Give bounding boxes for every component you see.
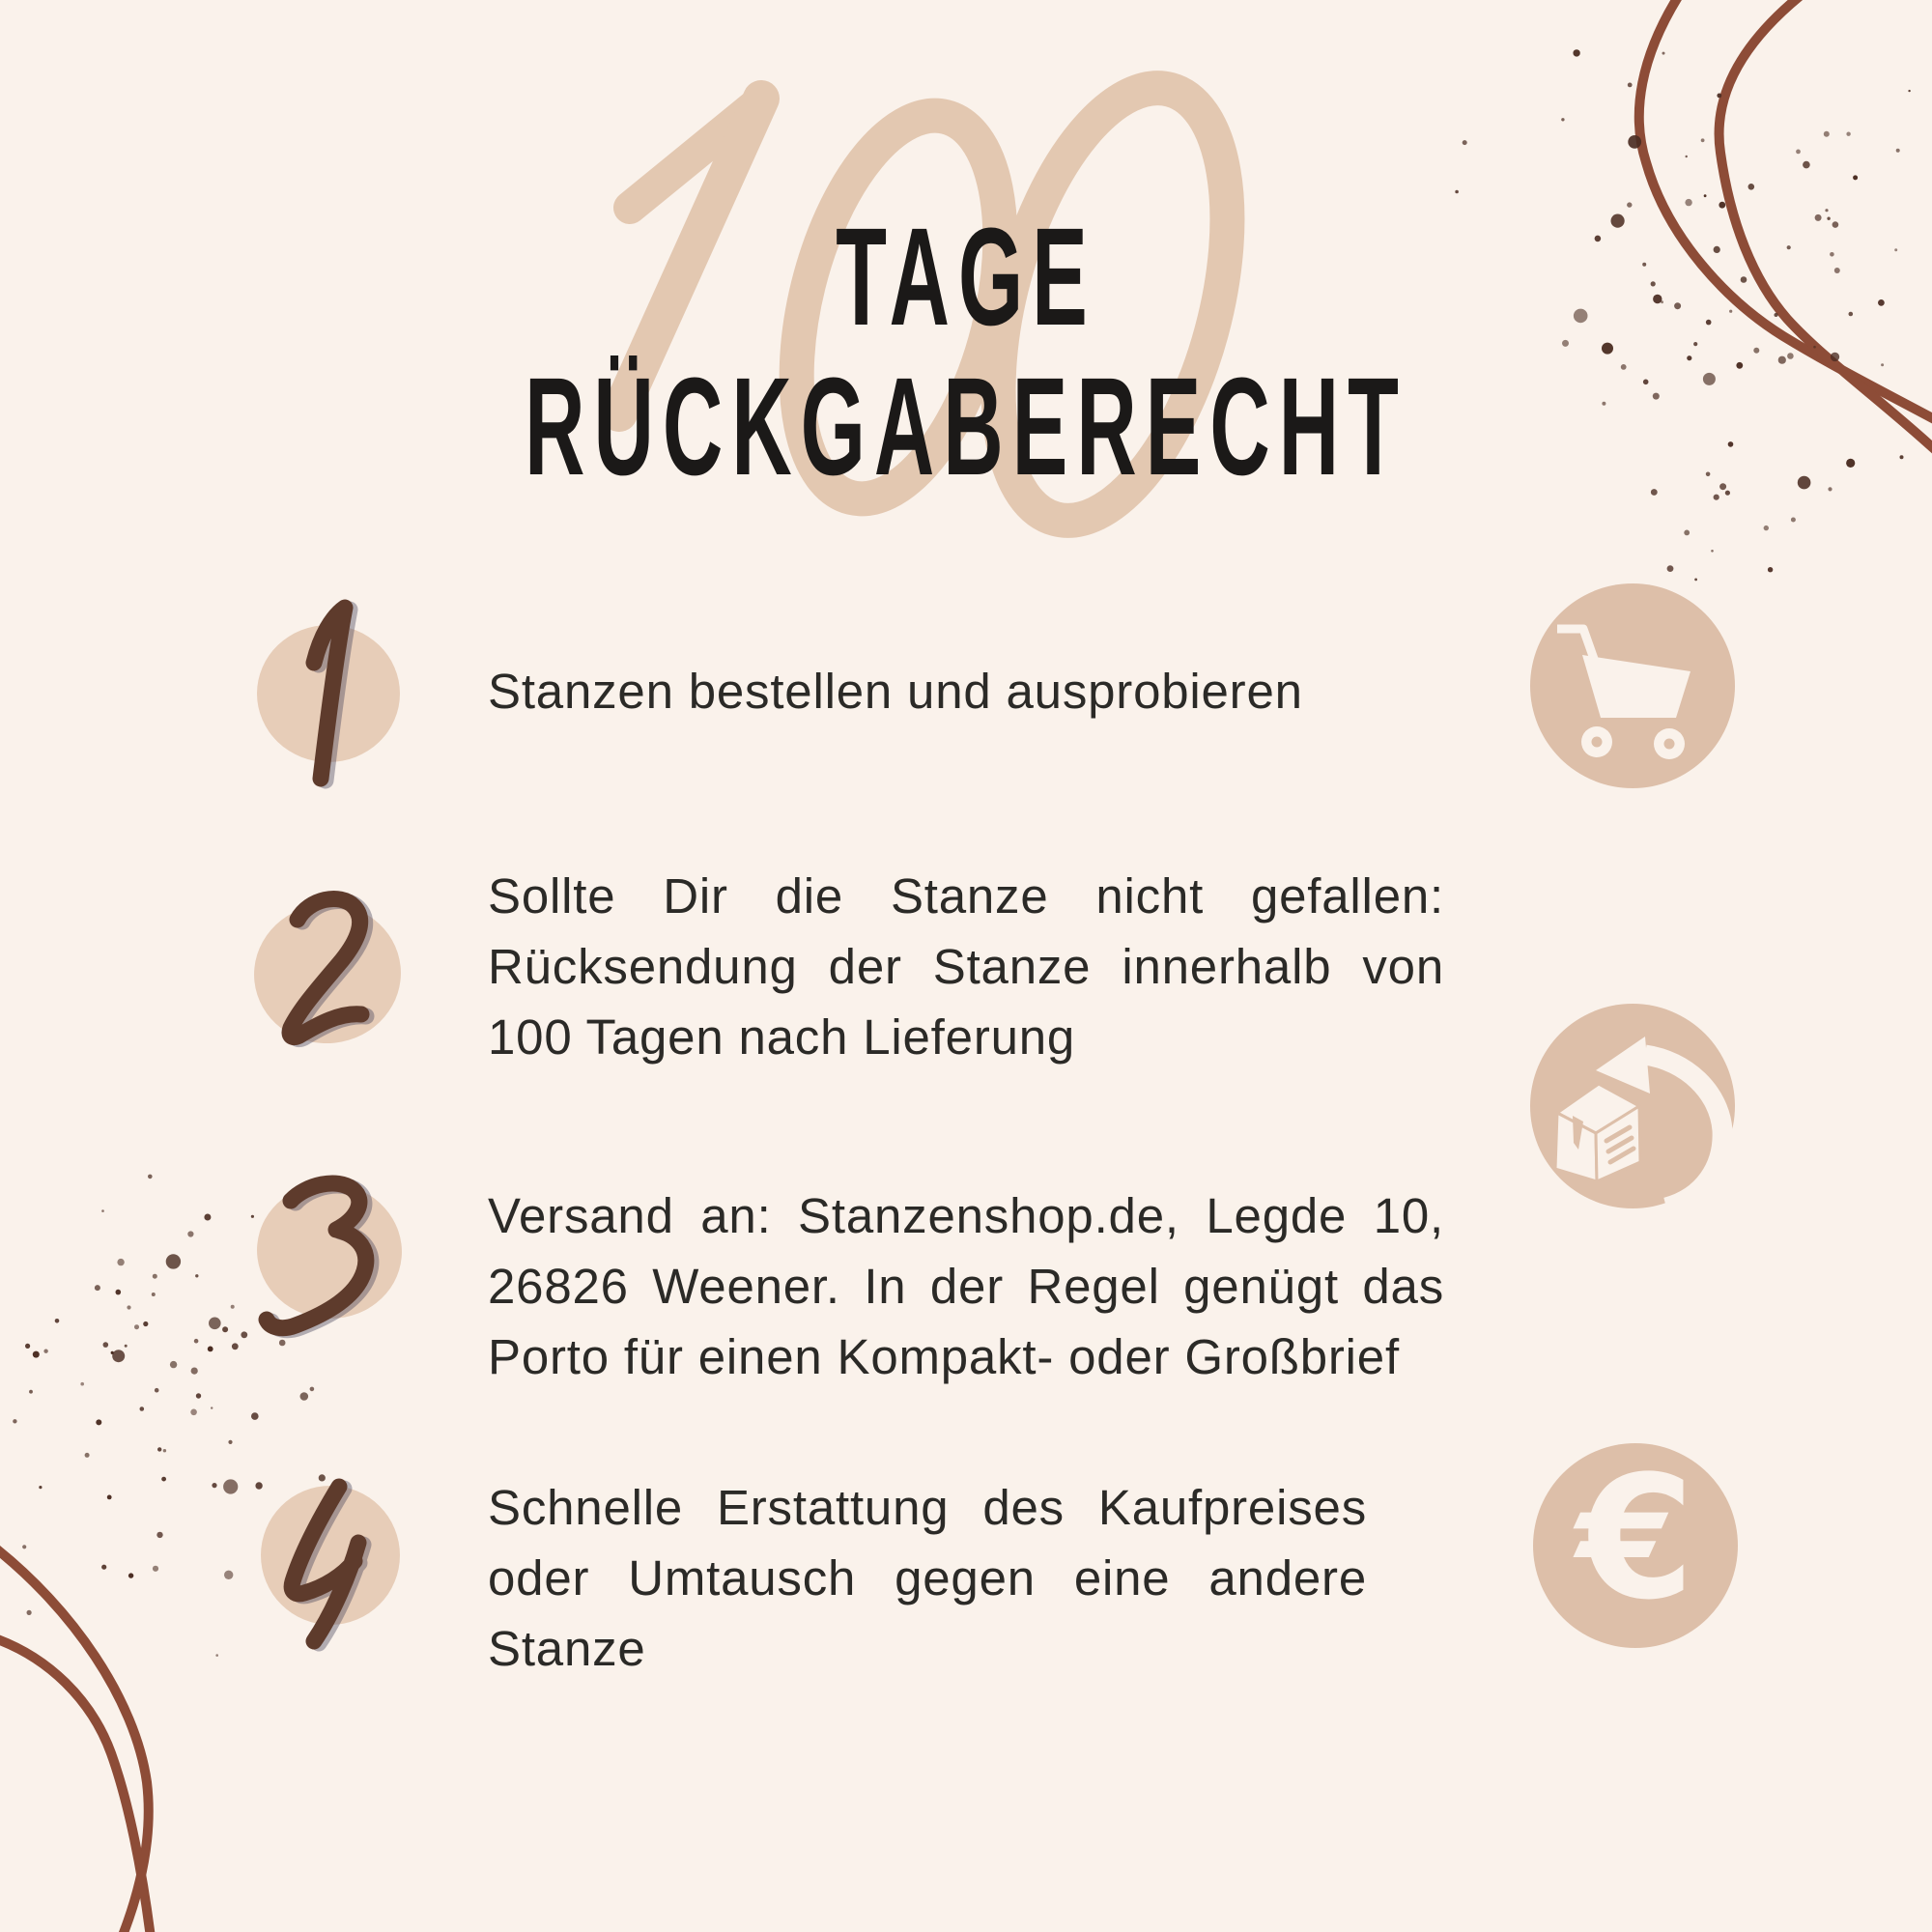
step-4-line-1: Schnelle Erstattung des Kaufpreises — [488, 1480, 1367, 1535]
step-2-line-1: Sollte Dir die Stanze nicht gefallen: — [488, 868, 1444, 923]
return-box-icon — [1530, 1004, 1735, 1208]
step-1-line-1: Stanzen bestellen und ausprobieren — [488, 664, 1303, 719]
euro-icon — [1576, 1438, 1695, 1637]
step-4-line-2: oder Umtausch gegen eine andere — [488, 1550, 1367, 1605]
step-1-text — [488, 656, 1430, 726]
title-line-2: RÜCKGABERECHT — [525, 349, 1407, 504]
title-line-1: TAGE — [836, 199, 1096, 355]
step-3-line-3: Porto für einen Kompakt- oder Großbrief — [488, 1329, 1400, 1384]
cart-icon — [1530, 583, 1735, 788]
step-2-line-3: 100 Tagen nach Lieferung — [488, 1009, 1076, 1065]
step-3-line-2: 26826 Weener. In der Regel genügt das — [488, 1259, 1444, 1314]
euro-symbol: € — [1576, 1438, 1695, 1637]
step-4-line-3: Stanze — [488, 1621, 646, 1676]
step-4-text — [488, 1472, 1367, 1684]
step-3-text — [488, 1180, 1444, 1392]
decor-curves-top-right — [1639, 0, 1932, 454]
decor-curves-bottom-left — [0, 1546, 151, 1932]
step-3-line-1: Versand an: Stanzenshop.de, Legde 10, — [488, 1188, 1444, 1243]
step-2-line-2: Rücksendung der Stanze innerhalb von — [488, 939, 1444, 994]
step-2-text — [488, 861, 1444, 1072]
